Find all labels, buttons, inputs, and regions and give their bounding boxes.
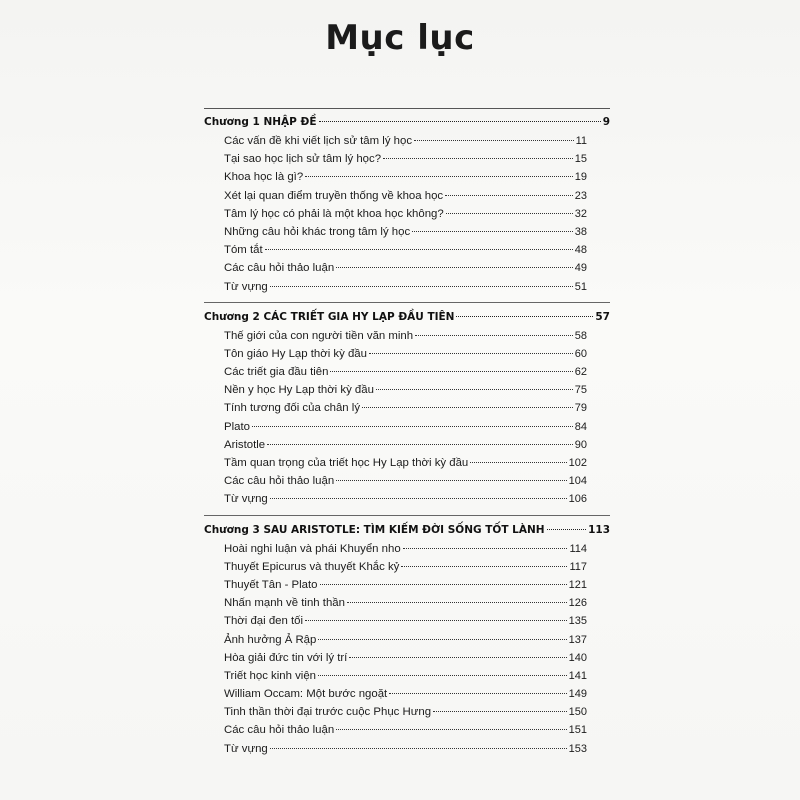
entry-title: Từ vựng [224,493,268,506]
dot-leader [305,176,573,177]
entry-title: Những câu hỏi khác trong tâm lý học [224,225,411,238]
chapter-heading [204,307,610,327]
toc-entry [224,721,587,739]
dot-leader [547,529,587,530]
entry-page: 11 [575,135,587,147]
chapter-title: Chương 2 CÁC TRIẾT GIA HY LẠP ĐẦU TIÊN [204,310,455,323]
toc-entry [224,740,587,758]
dot-leader [369,353,573,354]
dot-leader [376,389,573,390]
dot-leader [401,566,567,567]
toc-entry [224,259,587,277]
toc-entry [224,649,587,667]
entry-title: Ảnh hưởng Ả Rập [224,633,317,646]
entry-page: 151 [568,724,587,737]
dot-leader [305,620,567,621]
entry-title: Các câu hỏi thảo luận [224,262,335,275]
toc-entry [224,327,587,345]
entry-page: 106 [568,493,587,506]
dot-leader [336,480,566,481]
entry-page: 104 [568,475,587,488]
page-title: Mục lục [325,18,475,58]
dot-leader [445,195,573,196]
chapter-page: 9 [602,116,610,128]
entry-title: Từ vựng [224,742,268,755]
entry-title: Tại sao học lịch sử tâm lý học? [224,153,382,166]
dot-leader [403,548,568,549]
dot-leader [433,711,567,712]
toc-entry [224,363,587,381]
dot-leader [336,729,566,730]
entry-page: 117 [569,560,587,573]
dot-leader [446,213,573,214]
entry-page: 51 [574,280,587,293]
entry-title: Các câu hỏi thảo luận [224,724,335,737]
dot-leader [265,249,573,250]
toc-entry [224,168,587,186]
dot-leader [270,748,567,749]
dot-leader [412,231,573,232]
entry-page: 126 [568,597,587,610]
entry-title: Thuyết Tân - Plato [224,578,318,591]
entry-page: 49 [574,262,587,275]
toc-entry [224,703,587,721]
toc-entry [224,241,587,259]
dot-leader [456,316,593,317]
entry-page: 48 [574,244,587,257]
entry-title: Triết học kinh viện [224,669,317,682]
dot-leader [389,693,566,694]
entry-page: 23 [574,189,587,202]
chapter-divider [204,302,610,303]
entry-title: Từ vựng [224,280,268,293]
entry-title: Nhấn mạnh về tinh thần [224,597,345,610]
chapter-page: 57 [595,310,610,323]
dot-leader [319,121,601,122]
toc-entry [224,418,587,436]
entry-page: 102 [568,457,587,469]
entry-page: 150 [568,706,587,719]
toc-entry [224,223,587,241]
toc-entry [224,399,587,417]
entry-page: 121 [568,578,587,591]
entry-title: William Occam: Một bước ngoặt [224,688,388,701]
entry-page: 79 [574,402,587,415]
toc-entry [224,576,587,594]
entry-page: 38 [574,225,587,238]
toc-entry [224,132,587,150]
dot-leader [362,407,573,408]
entry-page: 90 [574,438,587,451]
toc-entry [224,594,587,612]
toc-entry [224,612,587,630]
toc-entry [224,685,587,703]
entry-title: Nền y học Hy Lạp thời kỳ đầu [224,384,374,397]
dot-leader [270,498,567,499]
entry-page: 135 [568,615,587,628]
entry-page: 84 [574,420,587,433]
top-divider [204,108,610,109]
toc-entry [224,472,587,490]
entry-title: Plato [224,420,250,433]
toc-entry [224,345,587,363]
entry-title: Thế giới của con người tiền văn minh [224,329,414,342]
chapter-page: 113 [588,523,610,536]
toc-entry [224,540,587,558]
dot-leader [349,657,566,658]
entry-title: Aristotle [224,438,266,451]
entry-page: 141 [568,669,587,682]
entry-page: 15 [574,153,587,166]
chapter-heading [204,520,610,540]
entry-page: 75 [574,384,587,397]
dot-leader [470,462,566,463]
entry-page: 137 [568,633,587,646]
dot-leader [383,158,573,159]
chapter-title: Chương 3 SAU ARISTOTLE: TÌM KIẾM ĐỜI SỐNG TỐT LÀNH [204,523,545,536]
entry-page: 58 [574,329,587,342]
chapter-title: Chương 1 NHẬP ĐỀ [204,116,317,128]
entry-title: Hòa giải đức tin với lý trí [224,651,348,664]
entry-page: 19 [574,171,587,184]
dot-leader [270,286,573,287]
toc-entry [224,631,587,649]
dot-leader [252,426,573,427]
entry-page: 140 [568,651,587,664]
toc-entry [224,205,587,223]
entry-title: Khoa học là gì? [224,171,304,184]
chapter-heading [204,112,610,132]
entry-title: Tầm quan trọng của triết học Hy Lạp thời kỳ đầu [224,457,469,469]
toc-entry [224,667,587,685]
entry-page: 149 [568,688,587,701]
dot-leader [320,584,567,585]
entry-title: Các triết gia đầu tiên [224,366,329,379]
dot-leader [414,140,574,141]
entry-title: Xét lại quan điểm truyền thống về khoa học [224,189,444,202]
toc-entry [224,187,587,205]
dot-leader [318,675,567,676]
entry-page: 114 [569,542,587,555]
dot-leader [267,444,573,445]
toc-entry [224,436,587,454]
entry-title: Các câu hỏi thảo luận [224,475,335,488]
entry-page: 153 [568,742,587,755]
toc-entry [224,278,587,296]
entry-title: Tính tương đối của chân lý [224,402,361,415]
entry-title: Hoài nghi luận và phái Khuyển nho [224,542,401,555]
toc-entry [224,490,587,508]
entry-title: Tâm lý học có phải là một khoa học không? [224,207,444,220]
entry-title: Tôn giáo Hy Lạp thời kỳ đầu [224,347,367,360]
toc-entry [224,150,587,168]
entry-page: 62 [574,366,587,379]
toc-entry [224,381,587,399]
entry-page: 60 [574,347,587,360]
dot-leader [415,335,573,336]
dot-leader [330,371,572,372]
entry-title: Tinh thần thời đại trước cuộc Phục Hưng [224,706,432,719]
toc-entry [224,558,587,576]
dot-leader [318,639,566,640]
dot-leader [347,602,567,603]
entry-title: Thuyết Epicurus và thuyết Khắc kỷ [224,560,400,573]
dot-leader [336,267,573,268]
table-of-contents [204,108,610,758]
entry-page: 32 [574,207,587,220]
entry-title: Tóm tắt [224,244,263,257]
entry-title: Các vấn đề khi viết lịch sử tâm lý học [224,135,413,147]
toc-entry [224,454,587,472]
chapter-divider [204,515,610,516]
entry-title: Thời đại đen tối [224,615,304,628]
